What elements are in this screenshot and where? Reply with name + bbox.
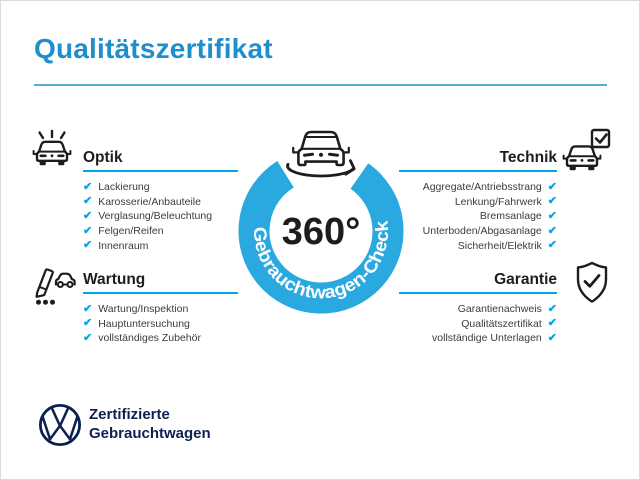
- section-title-technik: Technik: [499, 149, 557, 166]
- section-optik: [83, 149, 238, 253]
- list-item: ✔ Karosserie/Anbauteile: [83, 195, 201, 208]
- check-icon: ✔: [547, 317, 557, 330]
- check-icon: ✔: [547, 195, 557, 208]
- check-icon: ✔: [83, 209, 93, 222]
- degree-label: 360°: [281, 211, 361, 253]
- list-item: Qualitätszertifikat ✔: [461, 317, 557, 330]
- checklist-wartung: [83, 302, 238, 346]
- section-title-garantie: Garantie: [494, 271, 557, 288]
- list-item: ✔ Wartung/Inspektion: [83, 302, 189, 316]
- list-item: ✔ Hauptuntersuchung: [83, 317, 190, 330]
- shield-check-icon: [571, 259, 613, 312]
- car-with-checkbox-icon: [559, 127, 615, 178]
- list-item: Garantienachweis ✔: [457, 302, 557, 316]
- section-title-wartung: Wartung: [83, 271, 146, 288]
- list-item: Sicherheit/Elektrik ✔: [457, 239, 557, 252]
- section-technik: [399, 149, 557, 253]
- list-item: vollständige Unterlagen ✔: [432, 331, 557, 345]
- section-underline: [399, 292, 557, 294]
- check-icon: ✔: [83, 239, 93, 252]
- list-item: ✔ Verglasung/Beleuchtung: [83, 209, 213, 223]
- title-divider: [34, 84, 607, 86]
- list-item: Bremsanlage ✔: [479, 209, 557, 223]
- brand-line-1: Zertifizierte: [89, 406, 170, 423]
- brand-line-2: Gebrauchtwagen: [89, 425, 211, 442]
- checklist-optik: [83, 180, 238, 253]
- check-icon: ✔: [83, 195, 93, 208]
- list-item: Aggregate/Antriebsstrang ✔: [422, 180, 557, 194]
- check-icon: ✔: [83, 224, 93, 237]
- list-item: ✔ vollständiges Zubehör: [83, 331, 201, 345]
- check-icon: ✔: [83, 180, 93, 193]
- check-icon: ✔: [547, 209, 557, 222]
- check-icon: ✔: [83, 331, 93, 344]
- vw-logo: [38, 403, 82, 452]
- shiny-car-front-icon: [27, 128, 77, 175]
- list-item: ✔ Felgen/Reifen: [83, 224, 164, 238]
- list-item: ✔ Lackierung: [83, 180, 150, 194]
- list-item: ✔ Innenraum: [83, 239, 149, 252]
- page-title: Qualitätszertifikat: [34, 33, 273, 64]
- checklist-technik: [399, 180, 557, 253]
- check-icon: ✔: [83, 317, 93, 330]
- check-icon: ✔: [83, 302, 93, 315]
- check-icon: ✔: [547, 180, 557, 193]
- list-item: Unterboden/Abgasanlage ✔: [422, 224, 557, 238]
- car-360-rotation-icon: [288, 132, 355, 176]
- ring-label: Gebrauchtwagen-Check: [249, 220, 393, 303]
- check-icon: ✔: [547, 239, 557, 252]
- 360-check-badge: [229, 121, 413, 325]
- list-item: Lenkung/Fahrwerk ✔: [454, 195, 557, 208]
- check-icon: ✔: [547, 224, 557, 237]
- check-icon: ✔: [547, 302, 557, 315]
- section-underline: [83, 292, 238, 294]
- checklist-garantie: [399, 302, 557, 346]
- check-icon: ✔: [547, 331, 557, 344]
- section-title-optik: Optik: [83, 149, 123, 166]
- section-wartung: [83, 271, 238, 346]
- pencil-car-checklist-icon: [27, 262, 77, 311]
- brand-text: [89, 405, 211, 443]
- section-underline: [83, 170, 238, 172]
- section-underline: [399, 170, 557, 172]
- section-garantie: [399, 271, 557, 346]
